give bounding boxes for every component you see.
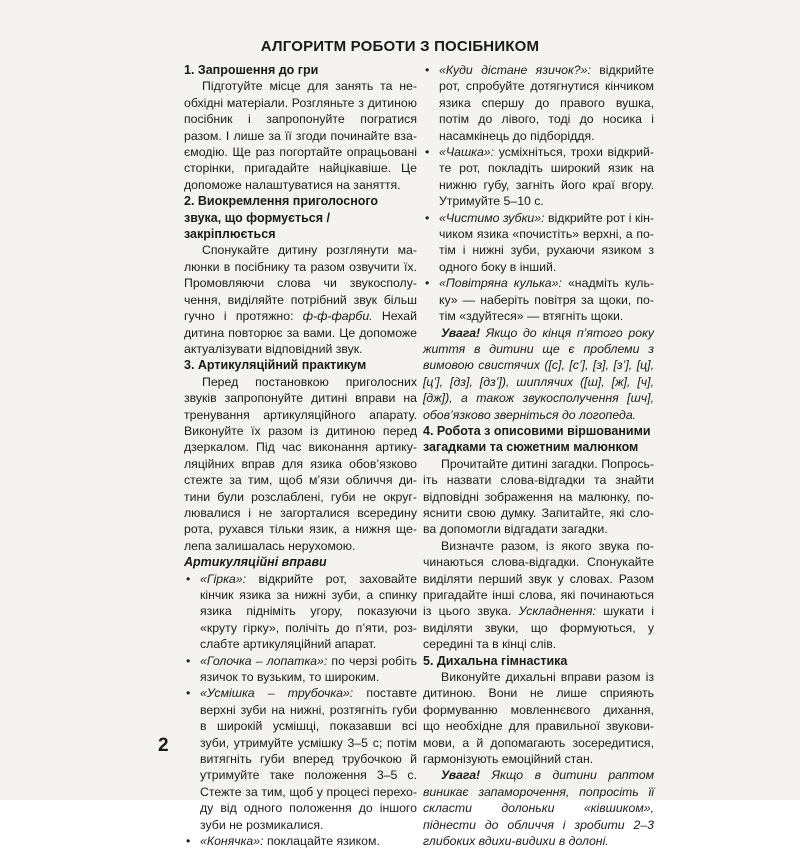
warning-text: Якщо в дитини раптом виникає запаморочення, попросіть її скласти долоньки «ківшиком», піднести до обличчя і зробити 2–3 глибоких вдихи-видихи в долоні. [423, 768, 654, 849]
exercise-item [423, 275, 654, 324]
exercise-text: «надміть кульку» — наберіть повітря за щоки, потім «здуйтеся» — втягніть щоки. [439, 276, 654, 324]
section-2-text [184, 242, 417, 357]
complication-label: Ускладнення: [518, 604, 596, 619]
section-2-text-end: Нехай дитина повторює за вами. Це допоможе актуалізувати відповідний звук. [184, 309, 417, 356]
section-4-text-1: Прочитайте дитині загадки. Попросьіть назвати слова-відгадки та знайти відповідні зображення на малюнку, пояснити свою думку. Запитайте, які слова допомогли відгадати загадки. [423, 456, 654, 537]
page-title: АЛГОРИТМ РОБОТИ З ПОСІБНИКОМ [260, 38, 540, 55]
right-column [423, 62, 654, 850]
page-number: 2 [158, 735, 169, 756]
exercise-text: відкрийте рот, заховайте кінчик язика за нижні зуби, а спинку язика підніміть угору, показуючи «круту гірку», полічіть до п’яти, розслабте артикуляційний апарат. [200, 571, 417, 652]
exercise-name: «Чистимо зубки»: [439, 210, 545, 225]
section-5-text: Виконуйте дихальні вправи разом із дитиною. Вони не лише сприяють формуванню мовленнєвого дихання, що необхідне для правильної звуковимови, а й допомагають зосередитися, гармонізують емоційний стан. [423, 670, 654, 767]
exercise-text: відкрийте рот, спробуйте дотягнутися кінчиком язика спершу до правого вушка, потім до лівого, тоді до носика і насамкінець до підборіддя. [439, 63, 654, 143]
exercise-item [423, 144, 654, 210]
section-3-text: Перед постановкою приголосних звуків запропонуйте дитині вправи на тренування артикуляційного апарату. Виконуйте їх разом із дитиною перед дзеркалом. Під час виконання артикуляційних вправ для язика обов’язково стежте за тим, щоб м’язи обличчя дитини були розслаблені, губи не округлювалися і не загорталися всередину рота, рухався тільки язик, а нижня щелепа залишалась нерухомою. [184, 374, 417, 553]
exercise-text: усміхніться, трохи відкрийте рот, покладіть широкий язик на нижню губу, загніть його краї вгору. Утримуйте 5–10 с. [439, 145, 654, 209]
exercise-name: «Гірка»: [200, 571, 246, 586]
exercise-name: «Чашка»: [439, 145, 495, 160]
exercise-item [184, 833, 417, 849]
section-4-heading: 4. Робота з описовими віршованими загадками та сюжетним малюнком [423, 423, 651, 455]
section-2-example: ф-ф-фарби. [302, 309, 373, 324]
exercise-name: «Усмішка – трубочка»: [200, 686, 354, 701]
warning-text: Якщо до кінця п’ятого року життя в дитини ще є проблеми з вимовою свистячих ([с], [с’], [з], [з’], [ц], [ц’], [дз], [дз’]), шиплячих ([ш], [ж], [ч], [дж]), а також звукосполучення [шч], обов’язково зверніться до логопеда. [423, 325, 655, 422]
left-column [184, 62, 417, 850]
exercise-item [184, 685, 417, 833]
section-5-heading: 5. Дихальна гімнастика [423, 653, 568, 668]
exercise-list-right [423, 62, 654, 325]
exercise-text: по черзі робіть язичок то вузьким, то широким. [200, 653, 417, 685]
warning-label: Увага! [441, 325, 481, 340]
exercises-subheading: Артикуляційні вправи [184, 555, 327, 570]
exercise-name: «Повітряна кулька»: [439, 276, 562, 291]
exercise-text: поклацайте язиком. [266, 834, 380, 849]
exercise-text: поставте верхні зуби на нижні, розтягніть губи в широкій усмішці, показавши всі зуби, утримуйте усмішку 3–5 с; потім витягніть губи вперед трубочкою й утримуйте таке положення 3–5 с. Стежте за тим, щоб у процесі переходу від одного положення до іншого зуби не розмикалися. [200, 686, 417, 832]
section-2-text-start: Спонукайте дитину розглянути малюнки в посібнику та разом озвучити їх. Промовляючи слова чи звукосполучення, виділяйте потрібний звук більш гучно і протяжно: [184, 243, 417, 324]
warning-note-1 [423, 325, 654, 423]
exercise-name: «Куди дістане язичок?»: [439, 63, 591, 77]
section-1-heading: 1. Запрошення до гри [184, 63, 319, 77]
section-4-text-2-end: шукати і виділяти звуки, що формуються, у середині та в кінці слів. [423, 604, 655, 652]
section-4-text-2 [423, 538, 654, 653]
section-2-heading: 2. Виокремлення приголосного звука, що формується / закріплюється [184, 194, 379, 242]
exercise-list-left [184, 571, 417, 850]
exercise-text: відкрийте рот і кінчиком язика «почистіть» верхні, а потім і нижні зуби, рухаючи язиком з одного боку в інший. [439, 210, 654, 274]
exercise-name: «Конячка»: [200, 834, 264, 849]
warning-label: Увага! [441, 768, 481, 783]
section-4-text-2-start: Визначте разом, із якого звука починаються слова-відгадки. Спонукайте виділяти перший звук у словах. Разом пригадайте інші слова, які починаються із цього звука. [423, 538, 654, 619]
exercise-item [184, 653, 417, 686]
section-3-heading: 3. Артикуляційний практикум [184, 358, 367, 373]
exercise-item [184, 571, 417, 653]
exercise-name: «Голочка – лопатка»: [200, 653, 328, 668]
exercise-item [423, 62, 654, 144]
section-1-text: Підготуйте місце для занять та необхідні матеріали. Розгляньте з дитиною посібник і запропонуйте погратися разом. І лише за її згоди починайте взаємодію. Ще раз погортайте опрацьовані сторінки, пригадайте найцікавіше. Це допоможе налаштуватися на заняття. [184, 79, 417, 192]
warning-note-2 [423, 767, 654, 849]
exercise-item [423, 210, 654, 276]
